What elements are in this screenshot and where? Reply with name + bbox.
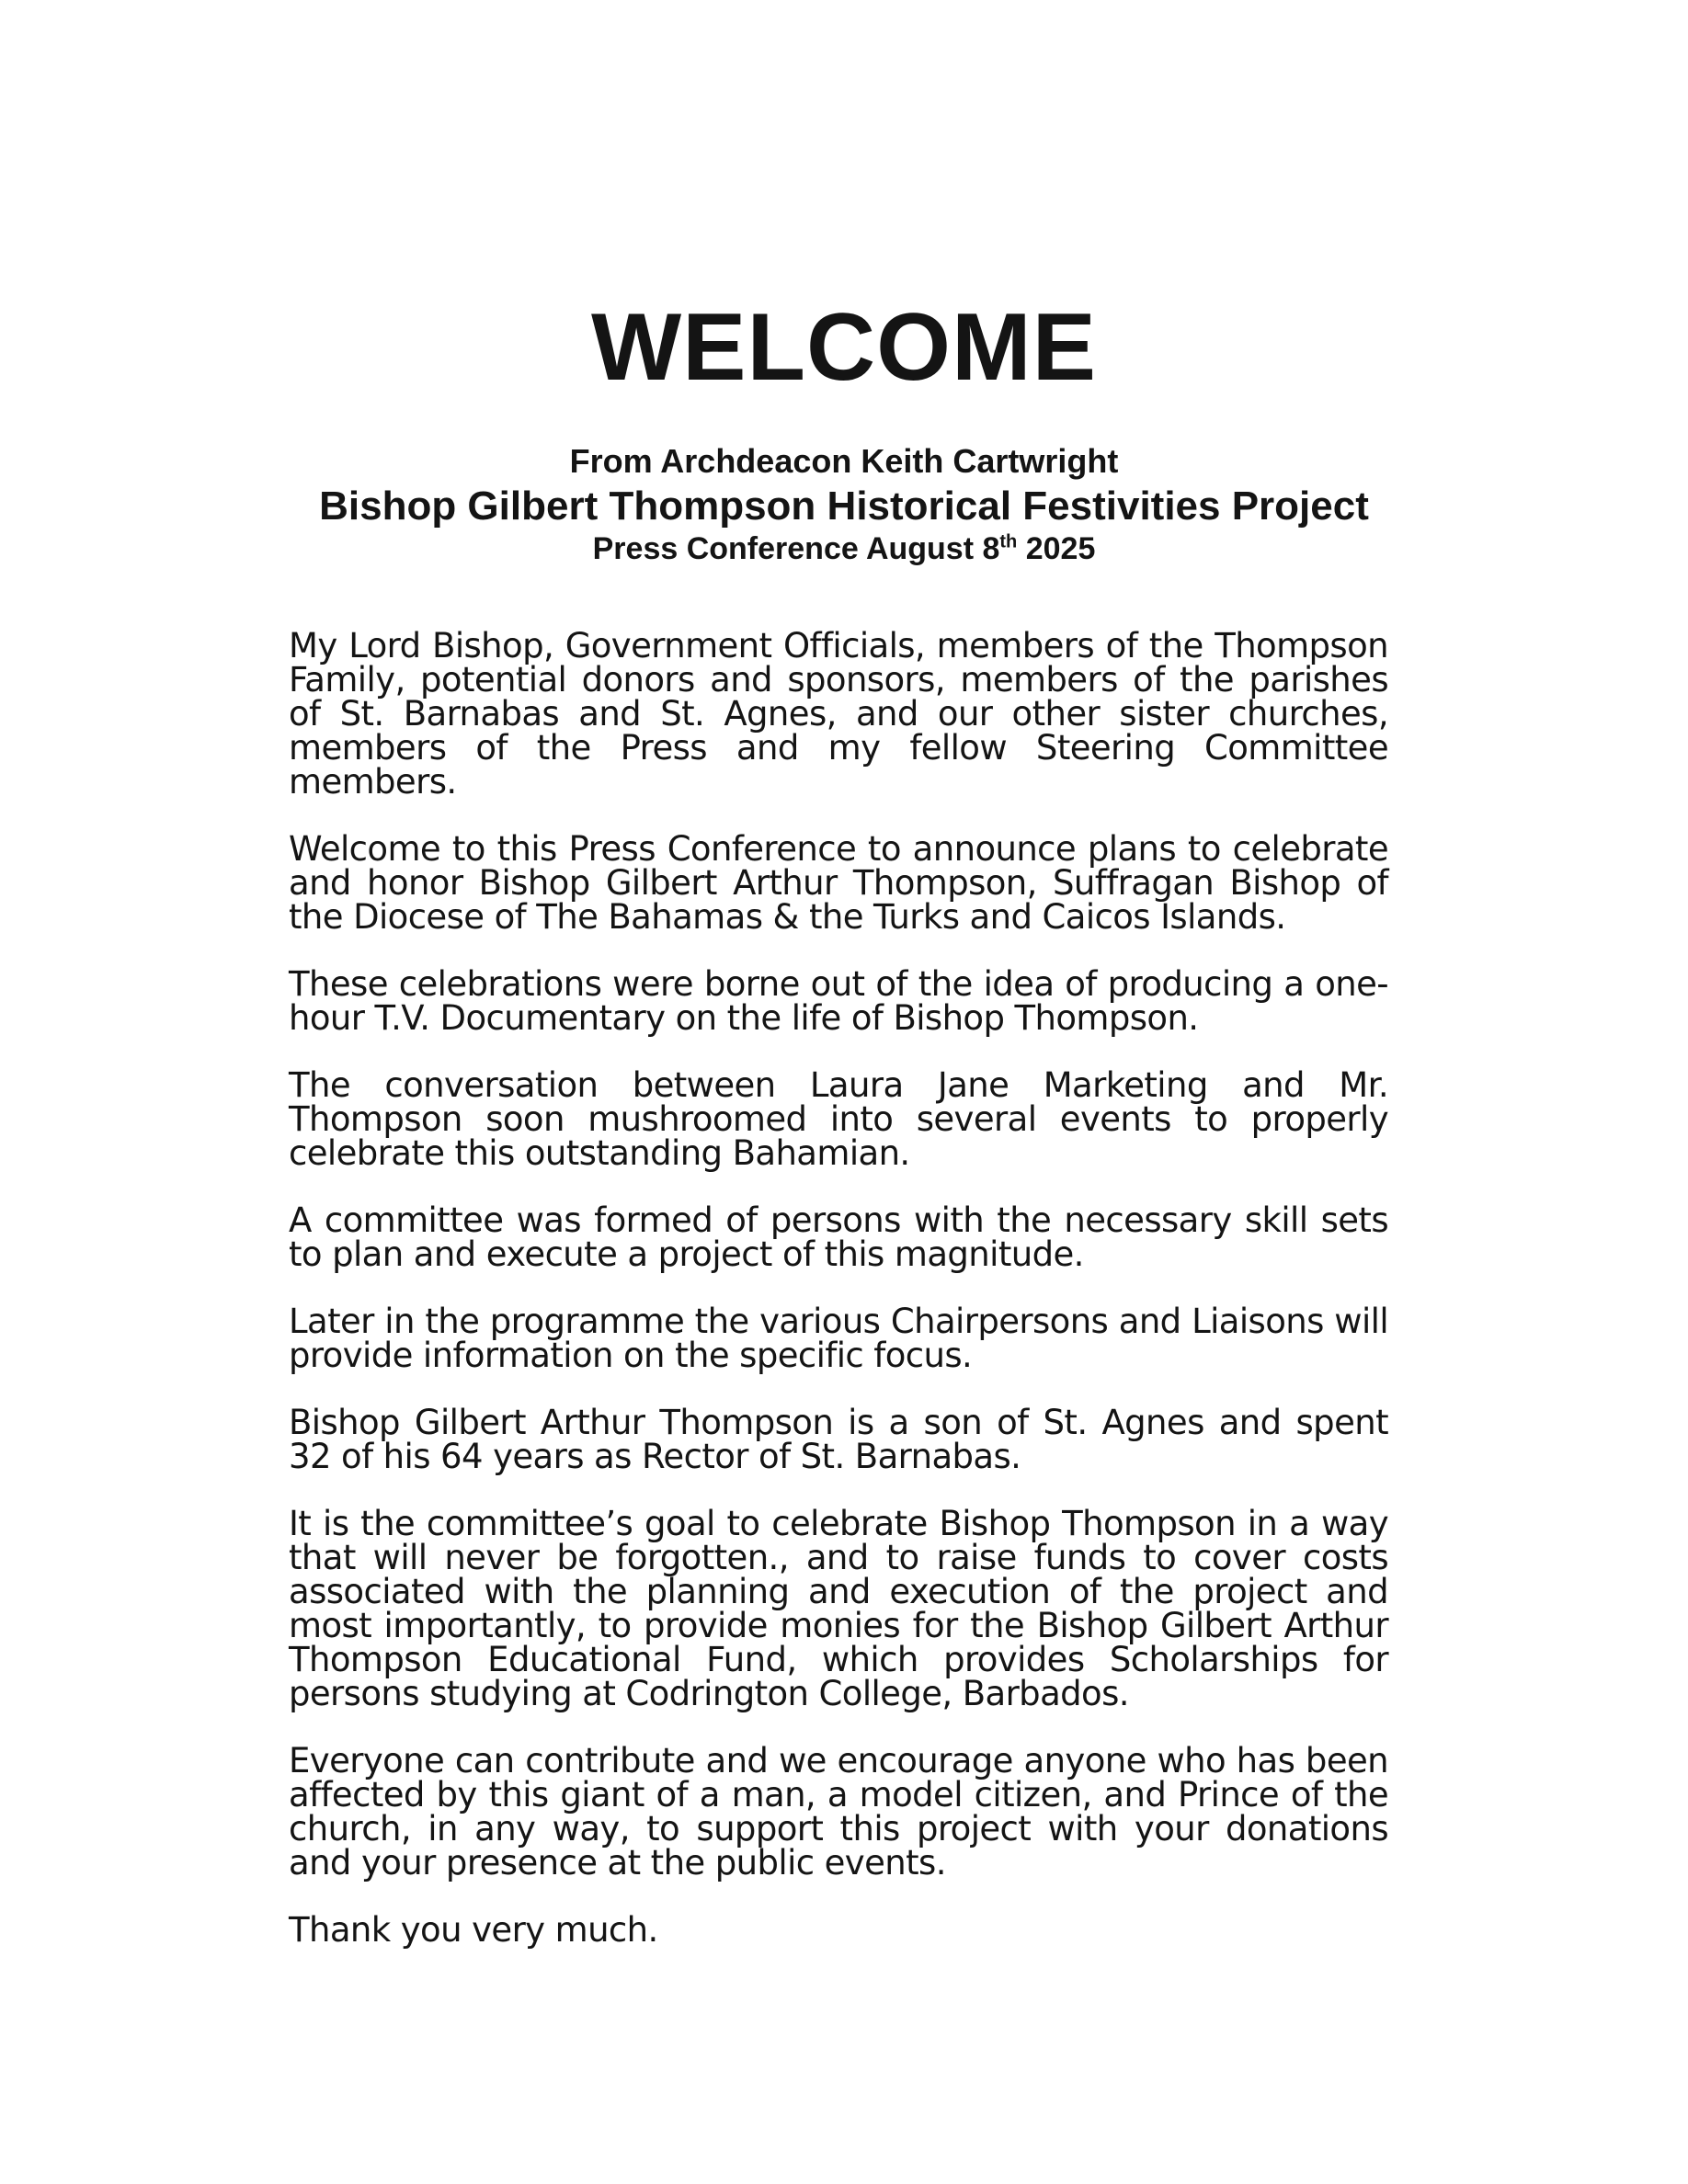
letter-body (289, 626, 1388, 1980)
paragraph-thanks: Thank you very much. (289, 1910, 658, 1950)
paragraph-welcome: Welcome to this Press Conference to announce plans to celebrate and honor Bishop Gilbert Arthur Thompson, Suffragan Bishop of the Diocese of The Bahamas & the Turks and Caicos Islands. (289, 829, 1388, 937)
paragraph-origin: These celebrations were borne out of the idea of producing a one-hour T.V. Documentary on the life of Bishop Thompson. (289, 964, 1388, 1038)
press-date-text: Press Conference August 8 (592, 531, 1000, 566)
paragraph-bishop: Bishop Gilbert Arthur Thompson is a son of St. Agnes and spent 32 of his 64 years as Rector of St. Barnabas. (289, 1403, 1388, 1476)
paragraph-goal: It is the committee’s goal to celebrate Bishop Thompson in a way that will never be forgotten., and to raise funds to cover costs associated with the planning and execution of the project and most importantly, to provide monies for the Bishop Gilbert Arthur Thompson Educational Fund, which provides Scholarships for persons studying at Codrington College, Barbados. (289, 1504, 1388, 1713)
paragraph-greeting: My Lord Bishop, Government Officials, members of the Thompson Family, potential donors and sponsors, members of the parishes of St. Barnabas and St. Agnes, and our other sister churches, members of the Press and my fellow Steering Committee members. (289, 626, 1388, 802)
press-date-ordinal: th (999, 531, 1018, 552)
author-line: From Archdeacon Keith Cartwright (569, 442, 1119, 480)
press-conference-date (0, 529, 1688, 568)
press-date-year: 2025 (1017, 531, 1096, 566)
paragraph-programme: Later in the programme the various Chairpersons and Liaisons will provide information on the specific focus. (289, 1302, 1388, 1375)
paragraph-conversation: The conversation between Laura Jane Marketing and Mr. Thompson soon mushroomed into several events to properly celebrate this outstanding Bahamian. (289, 1065, 1388, 1173)
paragraph-committee: A committee was formed of persons with the necessary skill sets to plan and execute a project of this magnitude. (289, 1200, 1388, 1274)
page-title: WELCOME (590, 294, 1098, 401)
paragraph-contribute: Everyone can contribute and we encourage anyone who has been affected by this giant of a man, a model citizen, and Prince of the church, in any way, to support this project with your donations and your presence at the public events. (289, 1741, 1388, 1883)
project-name: Bishop Gilbert Thompson Historical Festivities Project (319, 483, 1369, 529)
